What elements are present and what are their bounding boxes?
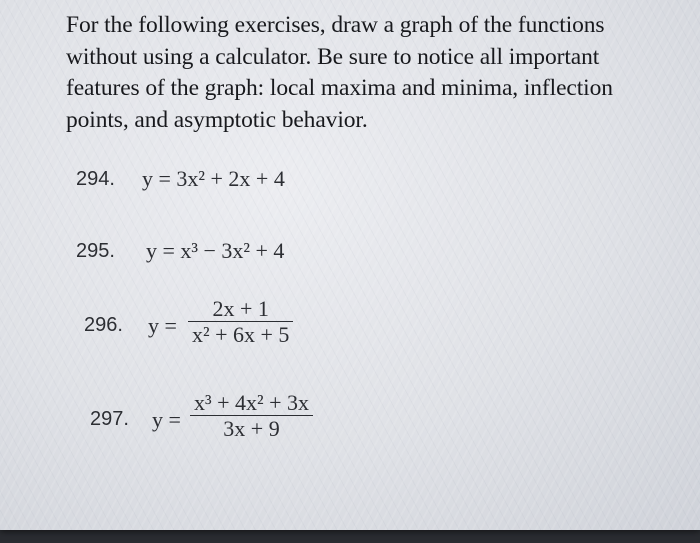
fraction-denominator: 3x + 9: [223, 416, 280, 441]
exercise-expression: y = 3x² + 2x + 4: [142, 166, 285, 191]
exercise-number: 295.: [76, 240, 115, 262]
exercise-number: 294.: [76, 168, 115, 190]
fraction-numerator: x³ + 4x² + 3x: [190, 392, 313, 416]
exercise-lhs: y =: [148, 313, 177, 338]
exercise-number: 297.: [90, 408, 129, 430]
exercise-expression: y = x³ − 3x² + 4: [146, 238, 285, 263]
fraction: [190, 392, 313, 440]
fraction: [188, 298, 293, 346]
exercise-lhs: y =: [152, 407, 181, 432]
fraction-denominator: x² + 6x + 5: [192, 322, 290, 347]
exercise-instructions: For the following exercises, draw a graph of the functions without using a calculator. Be sure to notice all important features of the graph: local maxima and minima, inflection points, and asymptotic behavior.: [66, 12, 613, 133]
exercise-number: 296.: [84, 314, 123, 336]
fraction-numerator: 2x + 1: [188, 298, 293, 322]
